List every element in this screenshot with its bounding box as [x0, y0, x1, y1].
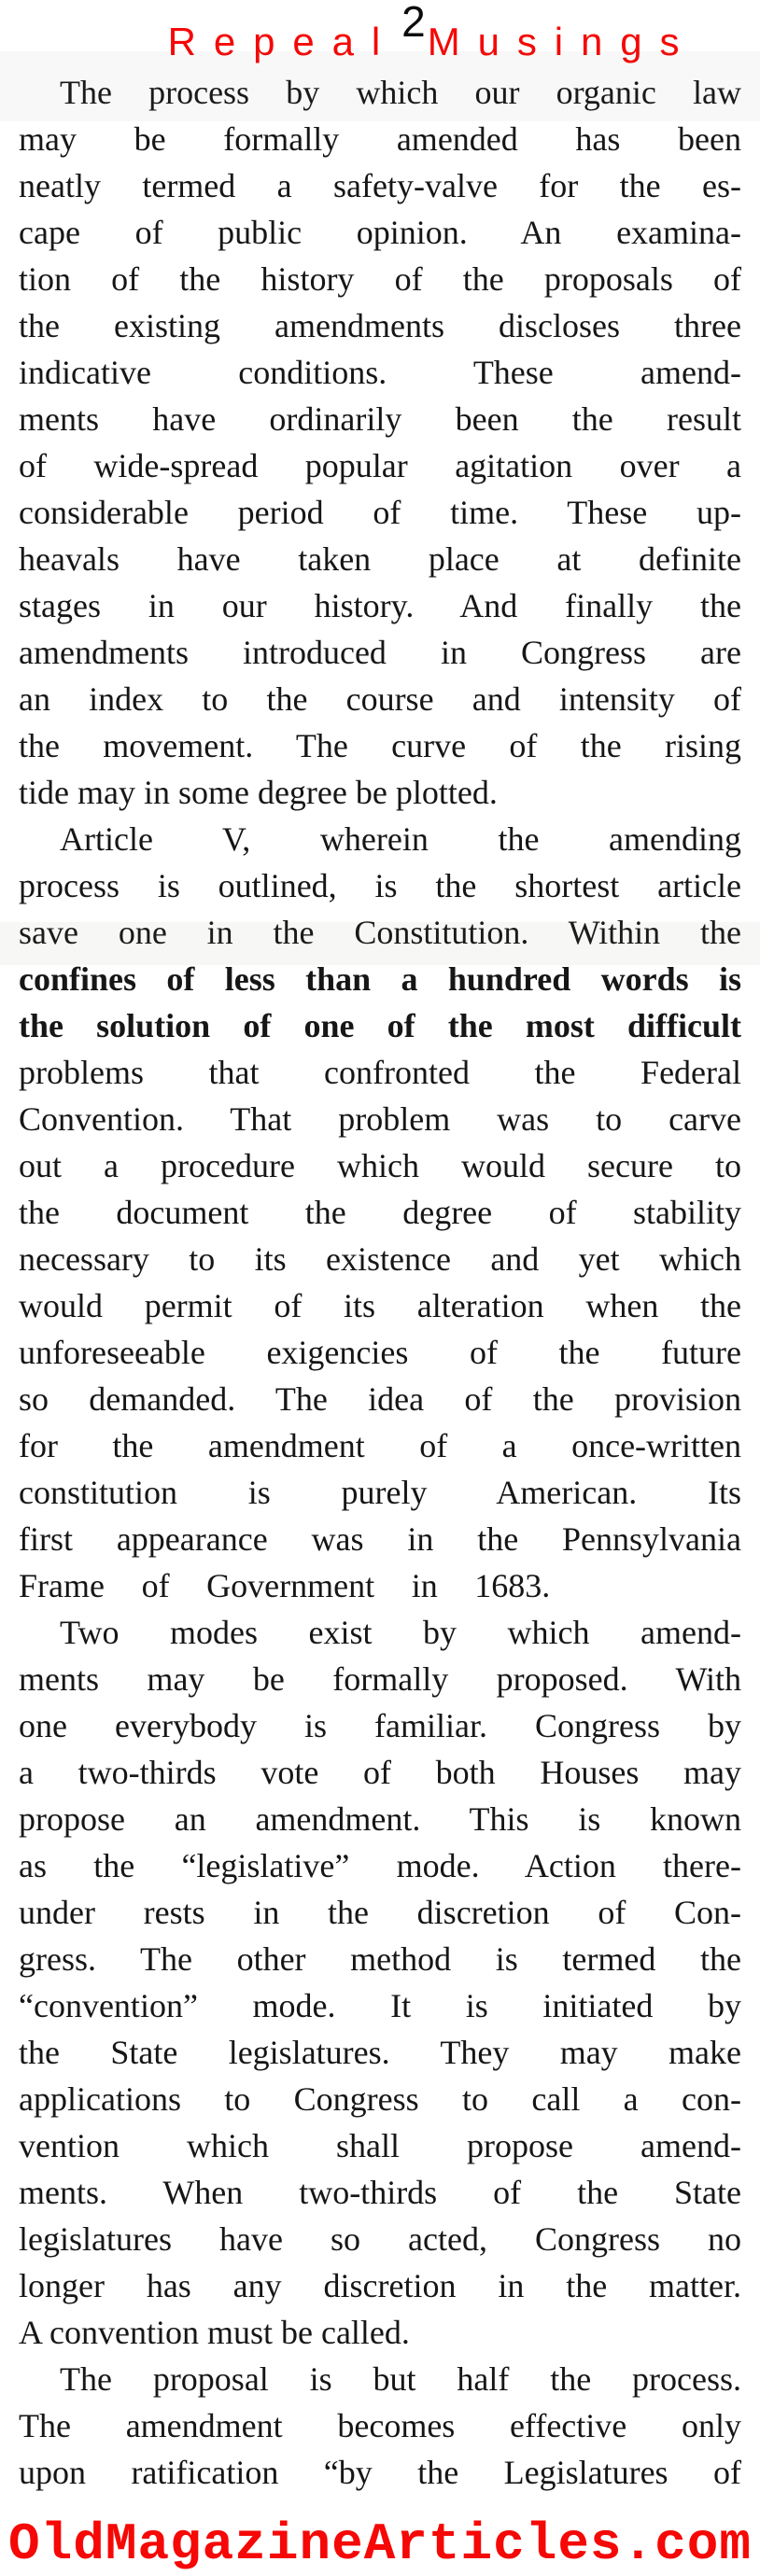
text-line: Two modes exist by which amend- — [60, 1614, 741, 1651]
text-line: of wide-spread popular agitation over a — [19, 447, 741, 484]
text-line: tide may in some degree be plotted. — [19, 774, 498, 811]
text-line: would permit of its alteration when the — [19, 1287, 741, 1324]
text-line: A convention must be called. — [19, 2314, 410, 2351]
text-line: so demanded. The idea of the provision — [19, 1380, 741, 1418]
text-line: neatly termed a safety-valve for the es- — [19, 167, 741, 204]
text-line: cape of public opinion. An examina- — [19, 214, 741, 251]
text-line: one everybody is familiar. Congress by — [19, 1707, 741, 1744]
text-line: may be formally amended has been — [19, 120, 741, 158]
text-line: under rests in the discretion of Con- — [19, 1894, 741, 1931]
text-line: ments have ordinarily been the result — [19, 400, 741, 438]
text-line: the document the degree of stability — [19, 1194, 741, 1231]
text-line: vention which shall propose amend- — [19, 2127, 741, 2164]
text-line: necessary to its existence and yet which — [19, 1240, 741, 1278]
text-line: tion of the history of the proposals of — [19, 260, 741, 298]
text-line: propose an amendment. This is known — [19, 1800, 741, 1838]
title-word-musings: Musings — [427, 20, 697, 63]
text-line: The proposal is but half the process. — [60, 2360, 741, 2398]
text-line: for the amendment of a once-written — [19, 1427, 741, 1464]
text-line: save one in the Constitution. Within the — [19, 914, 741, 951]
title-word-repeal: Repeal — [167, 20, 399, 63]
page-title — [0, 0, 760, 67]
text-line: applications to Congress to call a con- — [19, 2080, 741, 2118]
text-line: problems that confronted the Federal — [19, 1054, 741, 1091]
text-line: heavals have taken place at definite — [19, 540, 741, 578]
text-line: as the “legislative” mode. Action there- — [19, 1847, 741, 1884]
text-line: unforeseeable exigencies of the future — [19, 1334, 741, 1371]
text-line: indicative conditions. These amend- — [19, 354, 741, 391]
paragraph — [19, 816, 741, 1609]
text-line: constitution is purely American. Its — [19, 1474, 741, 1511]
text-line: ments may be formally proposed. With — [19, 1660, 741, 1698]
text-line: first appearance was in the Pennsylvania — [19, 1520, 741, 1558]
text-line: gress. The other method is termed the — [19, 1940, 741, 1978]
text-line: out a procedure which would secure to — [19, 1147, 741, 1184]
text-line: process is outlined, is the shortest article — [19, 867, 741, 904]
text-line: an index to the course and intensity of — [19, 680, 741, 718]
article-body — [0, 67, 760, 2496]
page-number: 2 — [401, 0, 426, 46]
text-line: ments. When two-thirds of the State — [19, 2174, 741, 2211]
text-line: legislatures have so acted, Congress no — [19, 2220, 741, 2258]
text-line: the movement. The curve of the rising — [19, 727, 741, 764]
text-line: confines of less than a hundred words is — [19, 960, 741, 998]
text-line: The process by which our organic law — [60, 74, 741, 111]
text-line: upon ratification “by the Legislatures of — [19, 2454, 741, 2491]
text-line: Convention. That problem was to carve — [19, 1100, 741, 1138]
text-line: the State legislatures. They may make — [19, 2034, 741, 2071]
text-line: Frame of Government in 1683. — [19, 1567, 551, 1604]
text-line: the solution of one of the most difficult — [19, 1007, 741, 1044]
text-line: the existing amendments discloses three — [19, 307, 741, 344]
text-line: The amendment becomes effective only — [19, 2407, 741, 2444]
text-line: amendments introduced in Congress are — [19, 634, 741, 671]
watermark-text: OldMagazineArticles.com — [8, 2514, 752, 2574]
text-line: Article V, wherein the amending — [60, 820, 741, 858]
paragraph — [19, 2356, 741, 2496]
paragraph — [19, 1609, 741, 2356]
text-line: a two-thirds vote of both Houses may — [19, 1754, 741, 1791]
text-line: longer has any discretion in the matter. — [19, 2267, 741, 2304]
text-line: “convention” mode. It is initiated by — [19, 1987, 741, 2024]
text-line: stages in our history. And finally the — [19, 587, 741, 624]
text-line: considerable period of time. These up- — [19, 494, 741, 531]
paragraph — [19, 69, 741, 816]
